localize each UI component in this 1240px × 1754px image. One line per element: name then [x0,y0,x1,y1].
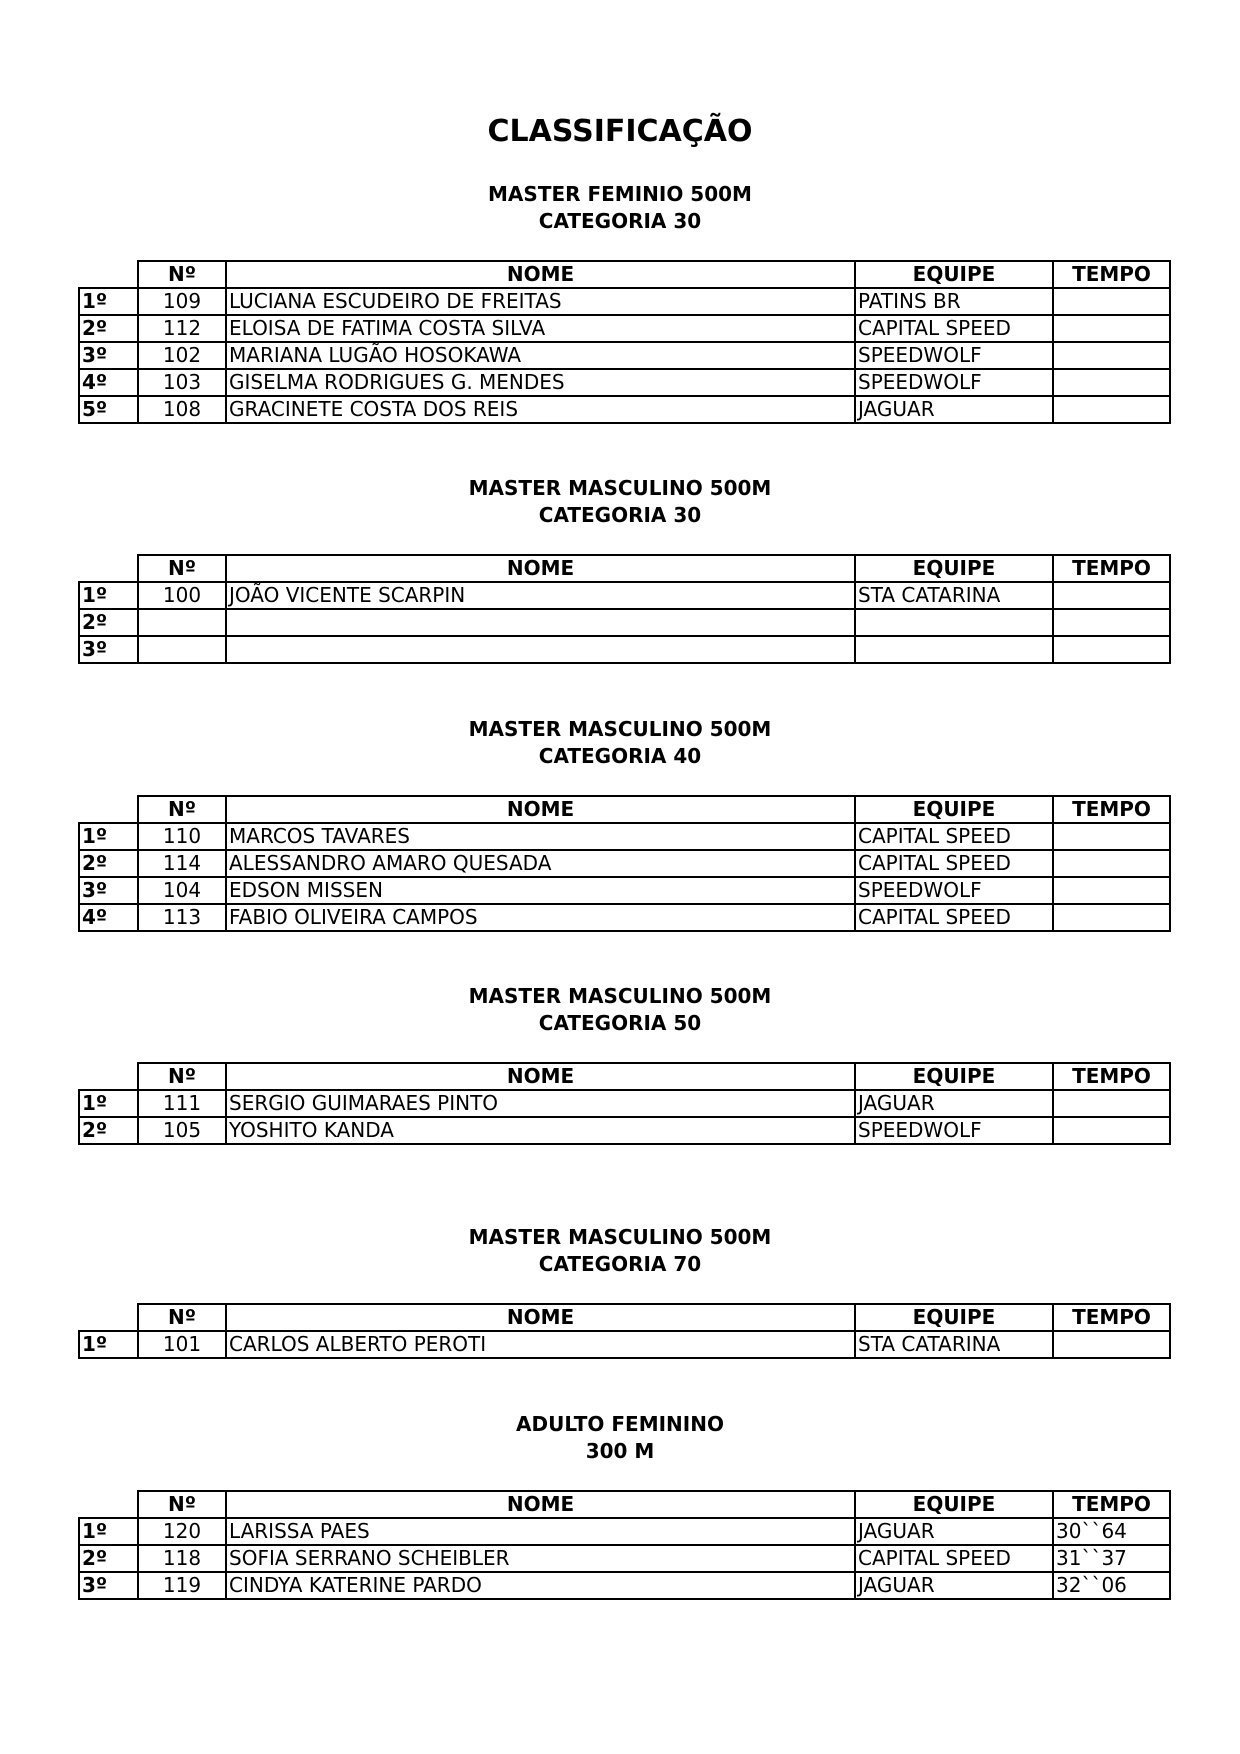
team-cell: CAPITAL SPEED [855,823,1053,850]
results-table [78,1490,1171,1600]
header-name: NOME [226,1304,855,1331]
time-cell: 32``06 [1053,1572,1170,1599]
team-cell [855,609,1053,636]
position-cell: 5º [79,396,138,423]
athlete-name-cell: JOÃO VICENTE SCARPIN [226,582,855,609]
time-cell [1053,396,1170,423]
team-cell: CAPITAL SPEED [855,1545,1053,1572]
header-name: NOME [226,796,855,823]
header-number: Nº [138,261,226,288]
bib-number-cell: 111 [138,1090,226,1117]
team-cell: CAPITAL SPEED [855,904,1053,931]
bib-number-cell: 108 [138,396,226,423]
bib-number-cell: 104 [138,877,226,904]
position-cell: 4º [79,904,138,931]
position-cell: 1º [79,1090,138,1117]
time-cell [1053,877,1170,904]
position-cell: 1º [79,823,138,850]
section-heading-category: CATEGORIA 50 [538,1011,702,1035]
athlete-name-cell: SERGIO GUIMARAES PINTO [226,1090,855,1117]
time-cell [1053,1117,1170,1144]
table-row [79,904,1170,931]
position-cell: 1º [79,288,138,315]
section-heading-event: MASTER MASCULINO 500M [468,717,772,741]
header-time: TEMPO [1053,261,1170,288]
table-row [79,369,1170,396]
team-cell: CAPITAL SPEED [855,850,1053,877]
header-team: EQUIPE [855,796,1053,823]
table-row [79,636,1170,663]
athlete-name-cell: GISELMA RODRIGUES G. MENDES [226,369,855,396]
table-row [79,288,1170,315]
section-heading-event: MASTER MASCULINO 500M [468,984,772,1008]
header-team: EQUIPE [855,1063,1053,1090]
section-heading-category: CATEGORIA 70 [538,1252,702,1276]
header-blank-cell [79,555,138,582]
table-row [79,1518,1170,1545]
table-row [79,1331,1170,1358]
athlete-name-cell: LUCIANA ESCUDEIRO DE FREITAS [226,288,855,315]
bib-number-cell [138,636,226,663]
athlete-name-cell: GRACINETE COSTA DOS REIS [226,396,855,423]
position-cell: 3º [79,636,138,663]
athlete-name-cell: SOFIA SERRANO SCHEIBLER [226,1545,855,1572]
table-row [79,1572,1170,1599]
header-team: EQUIPE [855,1491,1053,1518]
position-cell: 4º [79,369,138,396]
time-cell [1053,904,1170,931]
position-cell: 1º [79,582,138,609]
header-row [79,796,1170,823]
header-blank-cell [79,1491,138,1518]
results-table [78,1303,1171,1359]
result-section [0,181,1240,235]
bib-number-cell: 112 [138,315,226,342]
position-cell: 3º [79,1572,138,1599]
athlete-name-cell: MARIANA LUGÃO HOSOKAWA [226,342,855,369]
team-cell: PATINS BR [855,288,1053,315]
team-cell: JAGUAR [855,396,1053,423]
result-section [0,1224,1240,1278]
header-name: NOME [226,555,855,582]
header-team: EQUIPE [855,1304,1053,1331]
bib-number-cell: 103 [138,369,226,396]
bib-number-cell: 102 [138,342,226,369]
bib-number-cell: 101 [138,1331,226,1358]
bib-number-cell [138,609,226,636]
athlete-name-cell: CINDYA KATERINE PARDO [226,1572,855,1599]
athlete-name-cell: ALESSANDRO AMARO QUESADA [226,850,855,877]
time-cell [1053,609,1170,636]
bib-number-cell: 109 [138,288,226,315]
bib-number-cell: 110 [138,823,226,850]
section-heading-event: ADULTO FEMININO [516,1412,724,1436]
position-cell: 1º [79,1518,138,1545]
athlete-name-cell: LARISSA PAES [226,1518,855,1545]
section-heading-category: CATEGORIA 30 [538,503,702,527]
header-row [79,261,1170,288]
header-number: Nº [138,555,226,582]
position-cell: 3º [79,342,138,369]
header-blank-cell [79,261,138,288]
athlete-name-cell [226,636,855,663]
section-heading-category: 300 M [585,1439,655,1463]
time-cell [1053,1331,1170,1358]
header-team: EQUIPE [855,261,1053,288]
time-cell [1053,636,1170,663]
table-row [79,1545,1170,1572]
time-cell [1053,288,1170,315]
time-cell: 31``37 [1053,1545,1170,1572]
time-cell [1053,823,1170,850]
header-row [79,1304,1170,1331]
time-cell [1053,850,1170,877]
header-number: Nº [138,1491,226,1518]
bib-number-cell: 105 [138,1117,226,1144]
time-cell [1053,315,1170,342]
position-cell: 1º [79,1331,138,1358]
athlete-name-cell: CARLOS ALBERTO PEROTI [226,1331,855,1358]
time-cell [1053,1090,1170,1117]
athlete-name-cell [226,609,855,636]
section-heading-category: CATEGORIA 30 [538,209,702,233]
table-row [79,609,1170,636]
header-blank-cell [79,1304,138,1331]
position-cell: 2º [79,1545,138,1572]
team-cell: JAGUAR [855,1090,1053,1117]
team-cell: JAGUAR [855,1518,1053,1545]
table-row [79,877,1170,904]
team-cell [855,636,1053,663]
bib-number-cell: 100 [138,582,226,609]
team-cell: STA CATARINA [855,582,1053,609]
header-number: Nº [138,1063,226,1090]
time-cell [1053,582,1170,609]
header-name: NOME [226,1491,855,1518]
position-cell: 2º [79,850,138,877]
header-time: TEMPO [1053,1063,1170,1090]
header-row [79,1063,1170,1090]
table-row [79,1117,1170,1144]
header-blank-cell [79,796,138,823]
table-row [79,342,1170,369]
result-section [0,475,1240,529]
time-cell: 30``64 [1053,1518,1170,1545]
table-row [79,1090,1170,1117]
position-cell: 2º [79,1117,138,1144]
result-section [0,716,1240,770]
results-table [78,1062,1171,1145]
header-team: EQUIPE [855,555,1053,582]
position-cell: 3º [79,877,138,904]
section-heading-event: MASTER FEMINIO 500M [488,182,752,206]
bib-number-cell: 119 [138,1572,226,1599]
team-cell: SPEEDWOLF [855,1117,1053,1144]
time-cell [1053,369,1170,396]
header-name: NOME [226,261,855,288]
time-cell [1053,342,1170,369]
athlete-name-cell: MARCOS TAVARES [226,823,855,850]
athlete-name-cell: ELOISA DE FATIMA COSTA SILVA [226,315,855,342]
results-table [78,795,1171,932]
header-blank-cell [79,1063,138,1090]
table-row [79,315,1170,342]
header-time: TEMPO [1053,796,1170,823]
header-number: Nº [138,796,226,823]
header-number: Nº [138,1304,226,1331]
page-title: CLASSIFICAÇÃO [487,114,753,149]
results-table [78,260,1171,424]
header-time: TEMPO [1053,1304,1170,1331]
position-cell: 2º [79,315,138,342]
header-row [79,1491,1170,1518]
bib-number-cell: 113 [138,904,226,931]
team-cell: SPEEDWOLF [855,877,1053,904]
table-row [79,582,1170,609]
table-row [79,850,1170,877]
result-section [0,983,1240,1037]
athlete-name-cell: YOSHITO KANDA [226,1117,855,1144]
team-cell: JAGUAR [855,1572,1053,1599]
bib-number-cell: 120 [138,1518,226,1545]
section-heading-event: MASTER MASCULINO 500M [468,476,772,500]
header-row [79,555,1170,582]
team-cell: CAPITAL SPEED [855,315,1053,342]
team-cell: SPEEDWOLF [855,342,1053,369]
athlete-name-cell: FABIO OLIVEIRA CAMPOS [226,904,855,931]
table-row [79,396,1170,423]
bib-number-cell: 114 [138,850,226,877]
team-cell: SPEEDWOLF [855,369,1053,396]
results-table [78,554,1171,664]
header-time: TEMPO [1053,1491,1170,1518]
table-row [79,823,1170,850]
athlete-name-cell: EDSON MISSEN [226,877,855,904]
section-heading-event: MASTER MASCULINO 500M [468,1225,772,1249]
team-cell: STA CATARINA [855,1331,1053,1358]
header-name: NOME [226,1063,855,1090]
header-time: TEMPO [1053,555,1170,582]
bib-number-cell: 118 [138,1545,226,1572]
result-section [0,1411,1240,1465]
section-heading-category: CATEGORIA 40 [538,744,702,768]
position-cell: 2º [79,609,138,636]
